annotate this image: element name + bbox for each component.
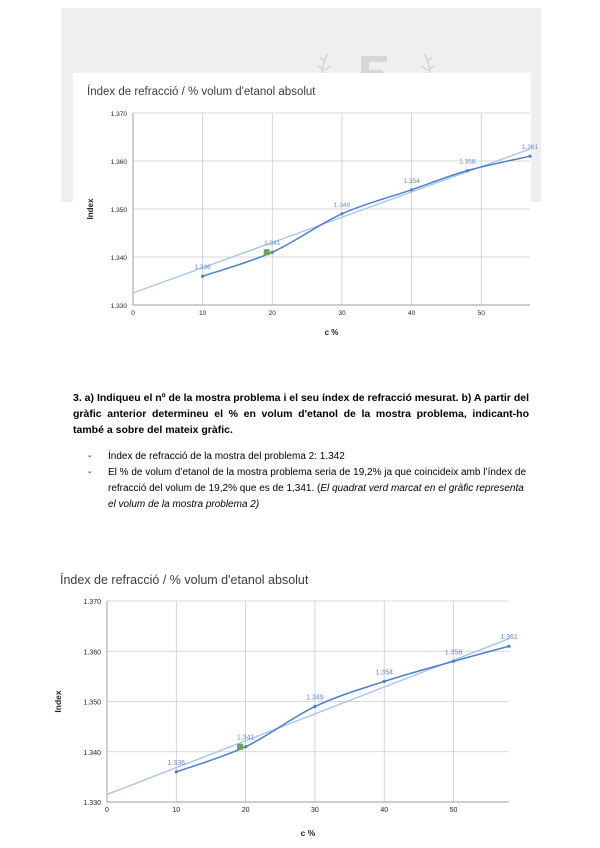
- bullet-dash: -: [88, 467, 92, 478]
- data-label: 1.336: [194, 264, 211, 272]
- question-3-text: 3. a) Indiqueu el nº de la mostra problema i el seu índex de refracció mesurat. b) A partir del gràfic anterior determineu el % en volum d'etanol de la mostra problema, indicant-ho també a sobre del mateix gràfic.: [73, 392, 529, 436]
- y-tick-label: 1.370: [110, 111, 127, 118]
- y-tick-label: 1.370: [83, 599, 101, 606]
- y-tick-label: 1.360: [83, 649, 101, 657]
- answer-text: El % de volum d’etanol de la mostra problema seria de 19,2% ja que coincideix amb l’índex de refracció del volum de 19,2% que es de 1,341. (: [108, 467, 527, 494]
- data-label: 1.341: [236, 734, 255, 742]
- y-tick-label: 1.330: [83, 800, 101, 807]
- data-point: [271, 251, 274, 254]
- x-tick-label: 20: [241, 807, 250, 814]
- data-label: 1.336: [167, 759, 186, 767]
- x-tick-label: 30: [338, 310, 346, 317]
- y-axis-label: Index: [53, 690, 63, 713]
- sample-marker-square: [264, 249, 270, 255]
- x-tick-label: 10: [199, 310, 207, 317]
- x-tick-label: 10: [172, 807, 181, 814]
- x-tick-label: 50: [449, 807, 458, 814]
- x-axis-label: c %: [300, 828, 316, 838]
- sample-marker-square: [237, 744, 243, 750]
- y-tick-label: 1.350: [110, 207, 127, 214]
- answer-item-refractive-index: [88, 449, 530, 465]
- x-tick-label: 20: [268, 310, 276, 317]
- data-point: [452, 660, 455, 663]
- data-label: 1.349: [306, 694, 324, 702]
- x-tick-label: 0: [105, 807, 109, 814]
- data-label: 1.354: [375, 669, 394, 677]
- chart-title: Índex de refracció / % volum d'etanol absolut: [60, 573, 309, 587]
- y-tick-label: 1.360: [110, 159, 127, 166]
- x-tick-label: 50: [477, 310, 485, 317]
- data-label: 1.358: [459, 158, 476, 166]
- refraction-chart-top: [73, 73, 539, 353]
- chart-card-top: [73, 73, 539, 353]
- answer-note-italic: El quadrat verd marcat en el gràfic representa el volum de la mostra problema 2): [108, 483, 524, 510]
- data-point: [340, 212, 343, 215]
- data-point: [466, 169, 469, 172]
- y-tick-label: 1.340: [110, 255, 127, 262]
- y-tick-label: 1.340: [83, 749, 101, 757]
- data-point: [528, 155, 531, 158]
- answer-list: [88, 449, 530, 513]
- answer-item-ethanol-volume: [88, 465, 530, 513]
- trendline: [133, 149, 530, 293]
- chart-title: Índex de refracció / % volum d'etanol absolut: [87, 86, 316, 98]
- data-label: 1.358: [444, 649, 463, 657]
- answer-text: Índex de refracció de la mostra del problema 2: 1.342: [108, 451, 345, 462]
- data-label: 1.361: [521, 144, 539, 152]
- x-axis-label: c %: [324, 328, 339, 337]
- series-line: [176, 646, 509, 772]
- y-axis-label: Index: [86, 198, 95, 220]
- data-point: [244, 745, 247, 748]
- data-point: [201, 275, 204, 278]
- bullet-dash: -: [88, 451, 92, 462]
- data-label: 1.349: [333, 201, 351, 209]
- x-tick-label: 0: [131, 310, 135, 317]
- data-point: [313, 705, 316, 708]
- data-label: 1.354: [403, 177, 420, 185]
- data-point: [410, 188, 413, 191]
- data-point: [507, 645, 510, 648]
- y-tick-label: 1.350: [83, 699, 101, 707]
- x-tick-label: 40: [407, 310, 416, 317]
- x-tick-label: 40: [380, 807, 389, 814]
- y-tick-label: 1.330: [110, 303, 127, 310]
- refraction-chart-bottom: [54, 568, 534, 848]
- data-label: 1.361: [500, 634, 518, 642]
- data-point: [383, 680, 386, 683]
- data-label: 1.341: [264, 240, 281, 248]
- x-tick-label: 30: [311, 807, 319, 814]
- chart-card-bottom: [54, 568, 534, 848]
- data-point: [175, 770, 178, 773]
